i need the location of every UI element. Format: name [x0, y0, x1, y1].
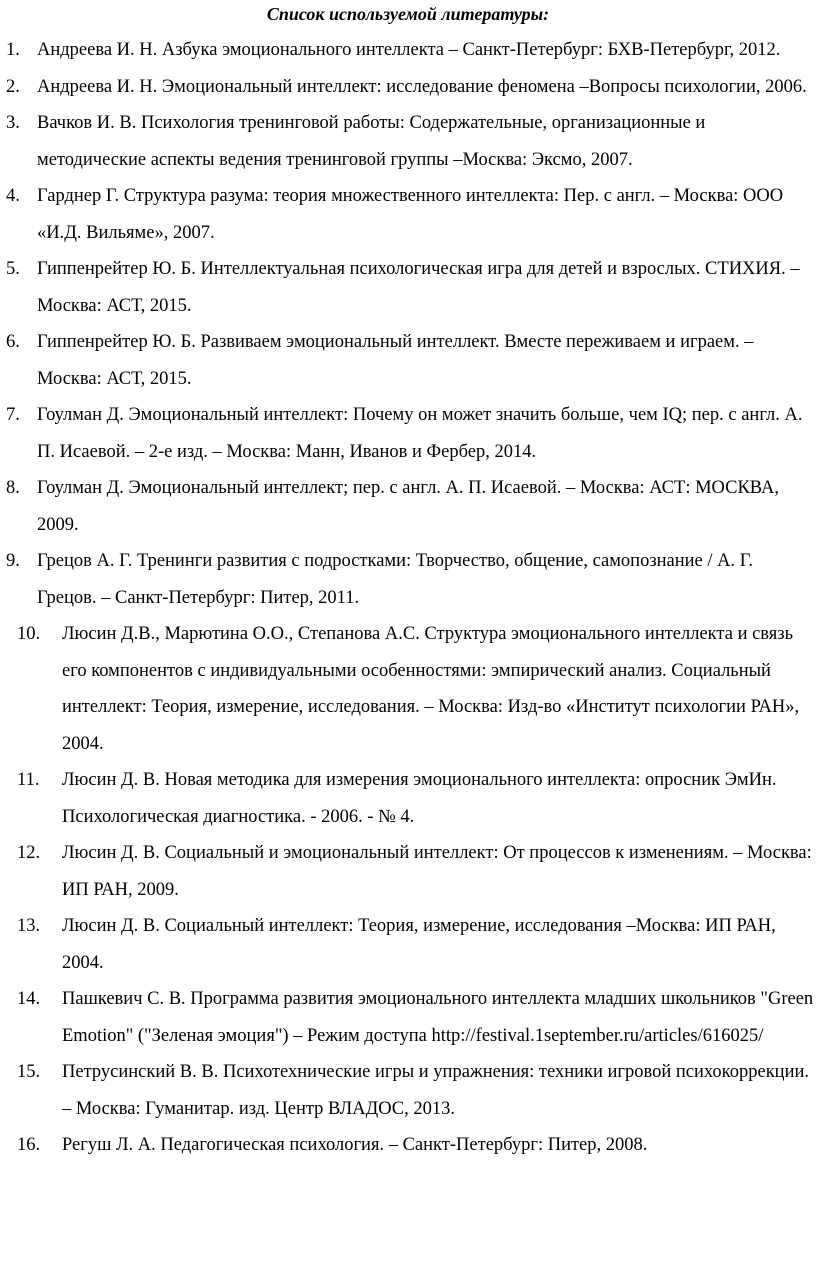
reference-number: 15.: [17, 1062, 41, 1082]
reference-item: [0, 616, 816, 762]
reference-item: [0, 397, 816, 470]
reference-text: Андреева И. Н. Эмоциональный интеллект: исследование феномена –Вопросы психологии, 2006.: [37, 76, 807, 97]
reference-number: 16.: [17, 1135, 41, 1155]
reference-number: 4.: [6, 186, 20, 206]
reference-list: [0, 32, 816, 1164]
reference-text: Гоулман Д. Эмоциональный интеллект: Почему он может значить больше, чем IQ; пер. с англ. А. П. Исаевой. – 2-е изд. – Москва: Манн, Иванов и Фербер, 2014.: [37, 405, 803, 462]
reference-number: 12.: [17, 843, 41, 863]
reference-number: 3.: [6, 113, 20, 133]
reference-text: Гарднер Г. Структура разума: теория множественного интеллекта: Пер. с англ. – Москва: ООО «И.Д. Вильяме», 2007.: [37, 186, 784, 243]
reference-number: 1.: [6, 40, 20, 60]
reference-number: 9.: [6, 551, 20, 571]
reference-item: [0, 1127, 816, 1164]
reference-item: [0, 32, 816, 69]
reference-text: Вачков И. В. Психология тренинговой работы: Содержательные, организационные и методические аспекты ведения тренинговой группы –Москва: Эксмо, 2007.: [37, 113, 706, 170]
reference-number: 6.: [6, 332, 20, 352]
reference-number: 14.: [17, 989, 41, 1009]
reference-text: Люсин Д.В., Марютина О.О., Степанова А.С. Структура эмоционального интеллекта и связь его компонентов с индивидуальными особенностями: эмпирический анализ. Социальный интеллект: Теория, измерение, исследования. – Москва: Изд-во «Институт психологии РАН», 2004.: [62, 624, 800, 754]
reference-text: Люсин Д. В. Социальный интеллект: Теория, измерение, исследования –Москва: ИП РАН, 2004.: [62, 916, 776, 973]
reference-number: 7.: [6, 405, 20, 425]
reference-text: Грецов А. Г. Тренинги развития с подростками: Творчество, общение, самопознание / А. Г. Грецов. – Санкт-Петербург: Питер, 2011.: [37, 551, 753, 608]
reference-number: 2.: [6, 76, 20, 97]
reference-item: [0, 543, 816, 616]
reference-text: Люсин Д. В. Социальный и эмоциональный интеллект: От процессов к изменениям. – Москва: ИП РАН, 2009.: [62, 843, 812, 900]
reference-item: [0, 1054, 816, 1127]
reference-text: Пашкевич С. В. Программа развития эмоционального интеллекта младших школьников "Green Emotion" ("Зеленая эмоция") – Режим доступа http://festival.1september.ru/articles/616025/: [62, 989, 814, 1046]
reference-number: 13.: [17, 916, 41, 936]
reference-item: [0, 908, 816, 981]
reference-item: [0, 69, 816, 106]
reference-item: [0, 178, 816, 251]
reference-item: [0, 762, 816, 835]
reference-text: Люсин Д. В. Новая методика для измерения эмоционального интеллекта: опросник ЭмИн. Психологическая диагностика. - 2006. - № 4.: [62, 770, 777, 827]
reference-text: Гиппенрейтер Ю. Б. Развиваем эмоциональный интеллект. Вместе переживаем и играем. – Москва: АСТ, 2015.: [37, 332, 754, 389]
page-title: Список используемой литературы:: [266, 4, 550, 24]
reference-item: [0, 470, 816, 543]
reference-number: 5.: [6, 259, 20, 279]
reference-number: 11.: [17, 770, 40, 790]
reference-item: [0, 981, 816, 1054]
reference-item: [0, 105, 816, 178]
reference-number: 8.: [6, 478, 20, 498]
reference-item: [0, 251, 816, 324]
reference-number: 10.: [17, 624, 41, 644]
reference-text: Петрусинский В. В. Психотехнические игры и упражнения: техники игровой психокоррекции. – Москва: Гуманитар. изд. Центр ВЛАДОС, 2013.: [62, 1062, 810, 1119]
reference-text: Андреева И. Н. Азбука эмоционального интеллекта – Санкт-Петербург: БХВ-Петербург, 2012.: [37, 40, 781, 60]
reference-text: Гиппенрейтер Ю. Б. Интеллектуальная психологическая игра для детей и взрослых. СТИХИЯ. – Москва: АСТ, 2015.: [37, 259, 800, 316]
reference-text: Гоулман Д. Эмоциональный интеллект; пер. с англ. А. П. Исаевой. – Москва: АСТ: МОСКВА, 2009.: [37, 478, 779, 535]
reference-item: [0, 324, 816, 397]
reference-text: Регуш Л. А. Педагогическая психология. – Санкт-Петербург: Питер, 2008.: [62, 1135, 648, 1155]
reference-item: [0, 835, 816, 908]
